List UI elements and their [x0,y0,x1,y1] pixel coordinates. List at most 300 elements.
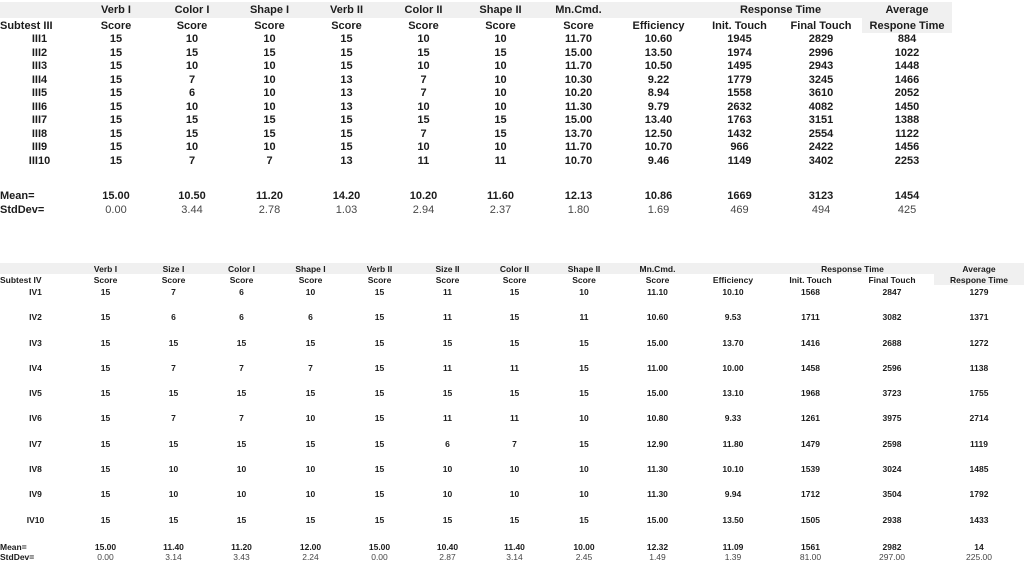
cell: 1.80 [567,203,590,216]
column-group-header: Verb I [79,2,153,18]
cell: 15.00 [646,388,669,399]
column-group-header: Shape I [231,2,308,18]
cell: 15 [109,154,123,167]
column-group-header: Shape II [548,263,620,274]
cell: 1448 [894,60,920,73]
row-label: III8 [31,127,48,140]
column-group-header: Response Time [771,263,934,274]
subtest-iii-table [0,2,952,216]
column-sub-header: Init. Touch [789,274,832,285]
cell: 15 [305,514,316,525]
column-sub-header: Final Touch [790,19,852,32]
row-label: III9 [31,141,48,154]
stddev-row-label: StdDev= [0,203,45,216]
cell: 2632 [727,100,752,113]
row-label: IV2 [29,312,42,323]
cell: 15 [305,388,316,399]
cell: 15 [374,514,385,525]
cell: 15.00 [564,46,593,59]
cell: 15 [100,514,111,525]
cell: 11 [510,413,519,424]
cell: 1792 [969,489,989,500]
cell: 11 [443,362,452,373]
row-label: IV7 [29,438,42,449]
cell: 10 [236,489,247,500]
cell: 3.44 [181,203,203,216]
cell: 15 [100,464,111,475]
cell: 15 [100,438,111,449]
cell: 13.70 [722,337,744,348]
cell: 2598 [882,438,902,449]
cell: 15 [100,388,111,399]
cell: 2.45 [575,552,593,563]
row-label: IV5 [29,388,42,399]
row-label: IV8 [29,464,42,475]
cell: 10 [417,100,430,113]
cell: 10 [263,100,276,113]
cell: 15 [340,114,353,127]
cell: 1272 [969,337,989,348]
cell: 15 [509,388,520,399]
cell: 13 [340,154,353,167]
cell: 15 [509,312,520,323]
cell: 7 [420,87,427,100]
cell: 15.00 [646,337,669,348]
cell: 15 [374,388,385,399]
cell: 15 [236,438,247,449]
column-group-header: Average [862,2,952,18]
cell: 10 [417,33,430,46]
row-label: III4 [31,73,48,86]
cell: 1261 [801,413,820,424]
column-sub-header: Score [100,19,132,32]
cell: 10 [168,489,179,500]
column-group-header [695,263,771,274]
mean-row [0,543,1024,553]
cell: 1.49 [649,552,666,563]
column-sub-header: Score [485,19,516,32]
cell: 11.70 [565,141,592,154]
column-group-header: Verb II [345,263,414,274]
column-group-header: Size II [414,263,481,274]
row-label: III5 [31,87,48,100]
cell: 15 [109,87,123,100]
cell: 15 [100,413,111,424]
column-sub-header: Final Touch [868,274,916,285]
cell: 11.09 [722,542,744,553]
cell: 1495 [727,60,752,73]
cell: 11 [443,413,452,424]
cell: 3.14 [165,552,182,563]
cell: 15 [305,438,316,449]
column-sub-header: Score [254,19,285,32]
cell: 10.00 [573,542,595,553]
cell: 15 [417,46,430,59]
cell: 15.00 [564,114,593,127]
column-sub-header: Score [435,274,460,285]
cell: 966 [730,141,749,154]
cell: 15 [579,337,589,348]
column-sub-header: Respone Time [862,18,952,33]
cell: 15.00 [368,542,391,553]
cell: 425 [897,203,917,216]
cell: 13.10 [722,388,744,399]
cell: 1779 [727,73,752,86]
row-label: III1 [31,33,48,46]
mean-row [0,189,952,203]
column-group-header: Verb I [71,263,140,274]
cell: 2.78 [258,203,281,216]
cell: 12.90 [646,438,669,449]
stddev-row [0,203,952,216]
cell: 15 [100,489,111,500]
cell: 12.00 [299,542,322,553]
table-row [0,513,1024,538]
cell: 3723 [882,388,902,399]
cell: 11 [579,312,589,323]
column-group-header: Mn.Cmd. [539,2,618,18]
cell: 11.30 [565,100,592,113]
cell: 15 [236,514,247,525]
column-group-header: Color I [207,263,276,274]
cell: 11 [443,312,452,323]
cell: 2.87 [439,552,456,563]
cell: 10 [494,141,507,154]
cell: 13 [340,87,353,100]
cell: 1466 [894,73,920,86]
stddev-row [0,553,1024,563]
cell: 10.00 [722,362,744,373]
row-label: III6 [31,100,48,113]
cell: 1479 [801,438,820,449]
column-sub-header: Score [563,19,594,32]
table-row [0,411,1024,436]
cell: 15 [109,46,123,59]
table-row [0,60,952,74]
cell: 10 [263,33,276,46]
cell: 15 [236,388,247,399]
column-group-header [0,2,79,18]
cell: 13.40 [644,114,673,127]
cell: 10 [185,60,199,73]
cell: 10 [263,60,276,73]
cell: 1558 [727,87,752,100]
cell: 2422 [808,141,834,154]
cell: 10.60 [646,312,669,323]
column-group-header: Color II [385,2,462,18]
table-title: Subtest III [0,19,53,32]
column-group-header: Average [934,263,1024,274]
cell: 2.37 [489,203,512,216]
cell: 7 [420,73,427,86]
cell: 1968 [801,388,820,399]
cell: 10 [579,464,589,475]
cell: 10 [263,73,276,86]
cell: 10.20 [409,190,438,202]
column-sub-header: Score [502,274,527,285]
cell: 3123 [808,190,834,202]
cell: 15 [340,60,353,73]
cell: 2052 [894,87,920,100]
cell: 10 [263,87,276,100]
cell: 2.94 [412,203,435,216]
cell: 1.39 [724,552,742,563]
cell: 15 [374,413,385,424]
cell: 10 [494,60,507,73]
column-sub-header: Score [229,274,254,285]
cell: 3151 [808,114,834,127]
cell: 10.30 [564,73,593,86]
cell: 13 [340,100,353,113]
cell: 6 [188,87,196,100]
cell: 1974 [727,46,752,59]
column-sub-header: Score [408,19,439,32]
cell: 15 [494,114,507,127]
table-row [0,437,1024,462]
cell: 1416 [801,337,820,348]
cell: 10 [494,33,507,46]
cell: 15 [374,464,385,475]
cell: 15 [509,287,520,297]
cell: 15 [374,489,385,500]
cell: 1568 [801,287,820,297]
row-label: III10 [28,154,51,167]
column-group-header: Color I [153,2,231,18]
column-sub-header: Efficiency [712,274,754,285]
cell: 15 [509,514,520,525]
cell: 1.03 [335,203,358,216]
column-sub-header: Init. Touch [712,19,767,32]
cell: 10.70 [564,154,593,167]
cell: 15 [417,114,430,127]
cell: 3082 [882,312,902,323]
cell: 15 [305,337,316,348]
row-label: IV9 [29,489,42,500]
cell: 10 [417,60,430,73]
cell: 3504 [882,489,902,500]
cell: 1712 [801,489,820,500]
cell: 10.50 [644,60,673,73]
cell: 494 [811,203,831,216]
cell: 11 [443,287,452,297]
cell: 15 [236,337,247,348]
cell: 13.50 [722,514,744,525]
column-sub-header: Score [176,19,208,32]
cell: 2938 [882,514,902,525]
cell: 0.00 [371,552,388,563]
cell: 15 [374,312,385,323]
cell: 15 [100,362,111,373]
cell: 11.40 [163,542,184,553]
cell: 10 [494,100,507,113]
cell: 9.33 [724,413,742,424]
cell: 6 [445,438,450,449]
cell: 7 [239,413,244,424]
cell: 7 [171,287,176,297]
cell: 4082 [808,100,834,113]
cell: 7 [171,413,176,424]
cell: 10.60 [644,33,673,46]
table-row [0,310,1024,335]
row-label: III2 [31,46,48,59]
cell: 81.00 [799,552,822,563]
cell: 11.20 [256,190,283,202]
column-sub-header: Score [572,274,596,285]
cell: 10 [263,141,276,154]
cell: 15 [263,114,276,127]
cell: 1371 [969,312,989,323]
table-row [0,114,952,128]
cell: 11 [494,154,507,167]
column-group-header: Shape I [276,263,345,274]
cell: 6 [239,287,244,297]
table-row [0,155,952,169]
cell: 1.69 [647,203,670,216]
row-label: III3 [31,60,48,73]
cell: 15 [374,337,385,348]
row-label: IV6 [29,413,42,424]
cell: 10 [579,413,589,424]
cell: 884 [897,33,917,46]
cell: 10 [579,489,589,500]
cell: 7 [512,438,517,449]
cell: 1505 [801,514,820,525]
column-group-header: Response Time [699,2,862,18]
column-sub-header: Score [331,19,362,32]
cell: 15 [185,127,199,140]
cell: 15 [263,46,276,59]
cell: 11.70 [565,33,592,46]
cell: 3975 [882,413,902,424]
cell: 15 [374,438,385,449]
cell: 10 [494,87,507,100]
cell: 1388 [894,114,920,127]
cell: 6 [308,312,313,323]
cell: 9.22 [647,73,670,86]
cell: 15 [185,114,199,127]
cell: 2253 [894,154,920,167]
cell: 225.00 [966,552,993,563]
cell: 7 [188,73,196,86]
cell: 7 [266,154,273,167]
column-sub-header-row [0,18,952,33]
spacer [0,168,952,189]
cell: 3402 [808,154,834,167]
cell: 2996 [808,46,834,59]
cell: 10 [185,33,199,46]
cell: 15 [168,337,179,348]
cell: 1122 [895,127,919,140]
column-group-header: Color II [481,263,548,274]
cell: 1456 [894,141,920,154]
cell: 14.20 [332,190,361,202]
table-row [0,87,952,101]
column-sub-header: Respone Time [934,274,1024,285]
cell: 10 [305,489,316,500]
table-row [0,33,952,47]
cell: 15.00 [102,190,130,202]
cell: 15 [442,388,453,399]
cell: 10.86 [644,190,673,202]
cell: 15 [579,438,589,449]
cell: 7 [308,362,313,373]
column-sub-header: Score [161,274,186,285]
cell: 10.40 [436,542,459,553]
cell: 10 [494,73,507,86]
cell: 15 [109,33,123,46]
cell: 10.50 [178,190,206,202]
column-group-header-row [0,2,952,18]
cell: 469 [730,203,749,216]
cell: 10 [305,413,316,424]
column-sub-header: Score [645,274,670,285]
cell: 1433 [969,514,989,525]
column-group-header-row [0,263,1024,274]
cell: 15 [185,46,199,59]
cell: 7 [420,127,427,140]
cell: 1945 [727,33,752,46]
cell: 7 [188,154,196,167]
column-sub-header: Score [298,274,323,285]
cell: 3610 [808,87,834,100]
cell: 2.24 [302,552,319,563]
row-label: IV4 [29,362,42,373]
cell: 15.00 [94,542,117,553]
cell: 15 [374,362,385,373]
cell: 11.70 [565,60,592,73]
table-row [0,47,952,61]
cell: 2982 [882,542,902,553]
cell: 0.00 [97,552,114,563]
cell: 15 [340,141,353,154]
cell: 1119 [970,438,988,449]
cell: 0.00 [105,203,127,216]
cell: 15 [109,114,123,127]
cell: 15 [100,287,111,297]
cell: 10 [442,489,453,500]
cell: 1149 [727,154,752,167]
cell: 7 [239,362,244,373]
column-group-header [618,2,699,18]
cell: 3.43 [233,552,250,563]
cell: 13 [340,73,353,86]
cell: 10 [305,287,316,297]
cell: 15 [263,127,276,140]
cell: 12.32 [646,542,669,553]
cell: 11 [510,362,519,373]
cell: 9.53 [724,312,742,323]
cell: 10.10 [722,287,744,297]
cell: 8.94 [647,87,670,100]
cell: 15 [579,388,589,399]
cell: 1763 [727,114,752,127]
cell: 6 [239,312,244,323]
cell: 15 [100,337,111,348]
column-group-header: Mn.Cmd. [620,263,695,274]
cell: 10 [579,287,589,297]
cell: 1561 [801,542,820,553]
cell: 2829 [808,33,834,46]
cell: 15.00 [646,514,669,525]
cell: 3.14 [506,552,523,563]
cell: 1669 [727,190,752,202]
cell: 15 [109,127,123,140]
table-row [0,361,1024,386]
cell: 15 [494,127,507,140]
table-row [0,386,1024,411]
table-row [0,487,1024,512]
cell: 15 [442,337,453,348]
